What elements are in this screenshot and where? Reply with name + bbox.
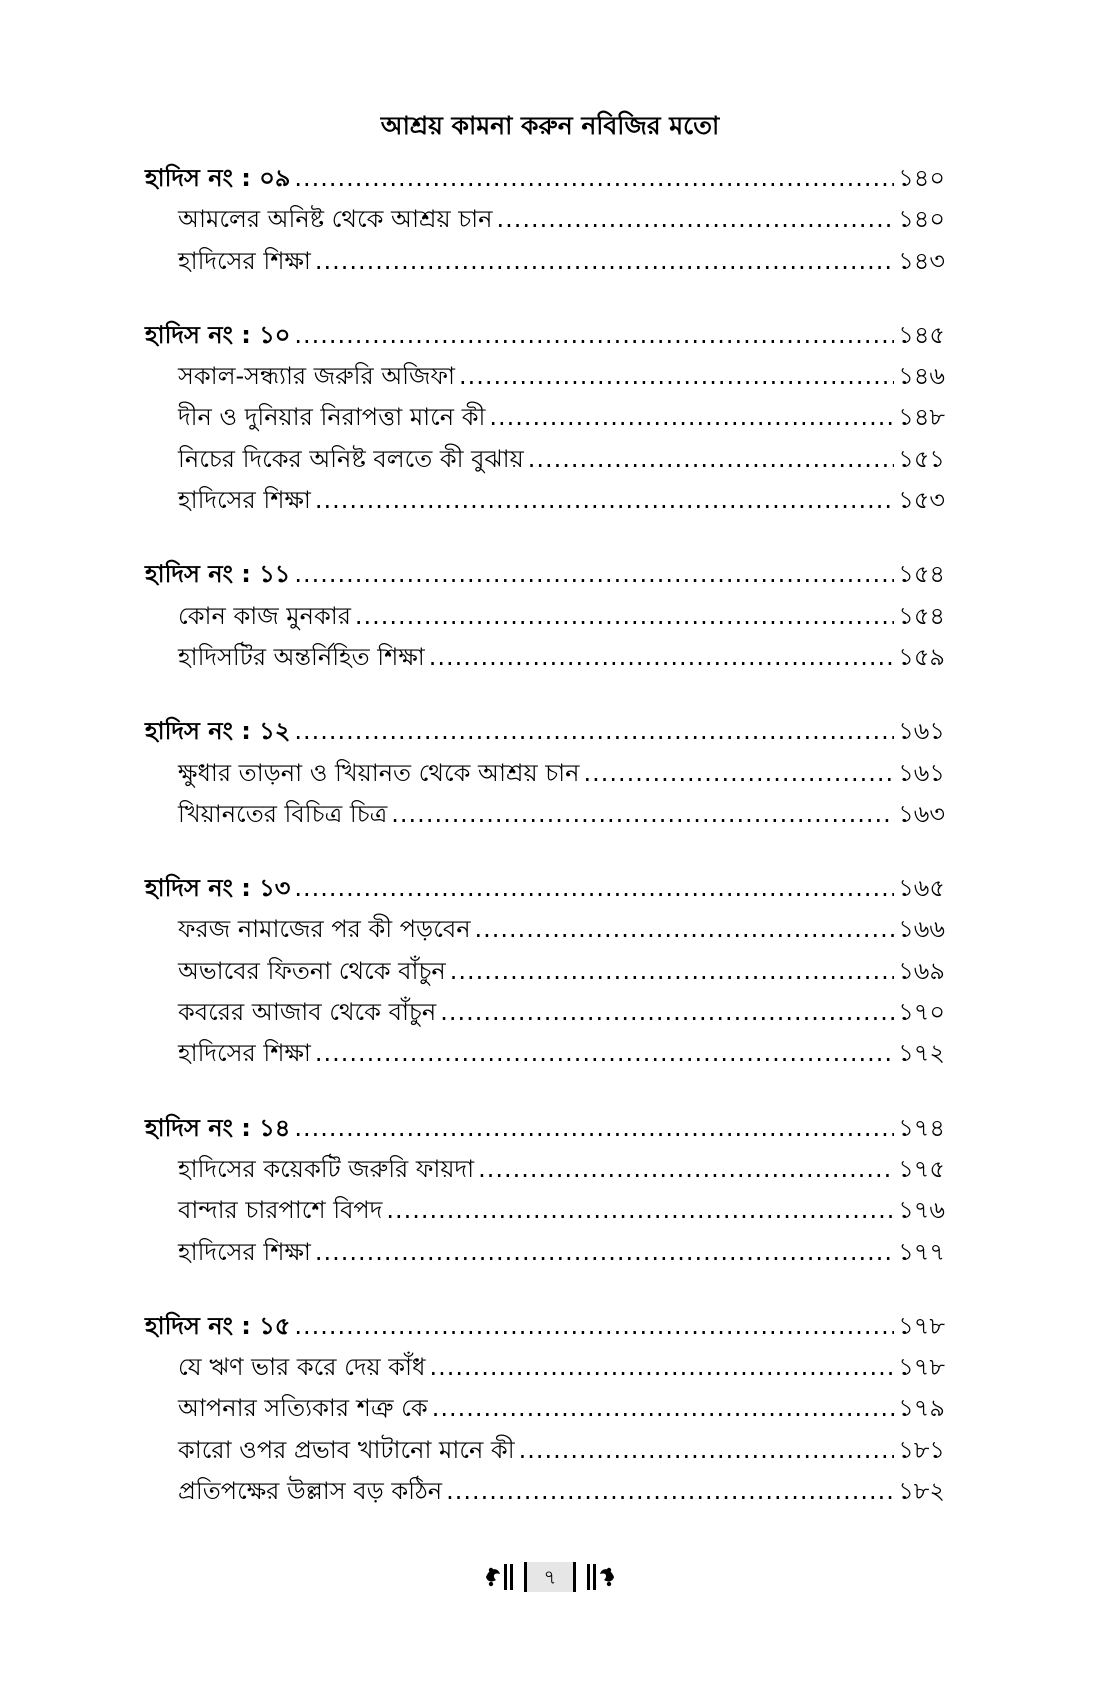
toc-page-number: ১৭৯ [898,1394,945,1423]
left-ornament-icon [482,1562,516,1592]
toc-entry[interactable] [145,397,945,438]
toc-entry-label: ফরজ নামাজের পর কী পড়বেন [178,915,471,944]
toc-heading-label: হাদিস নং : ১৩ [145,874,291,903]
toc-page-number: ১৭০ [898,998,945,1027]
toc-page-number: ১৬১ [898,758,945,787]
toc-entry-label: হাদিসের শিক্ষা [178,1237,311,1266]
toc-heading-label: হাদিস নং : ০৯ [145,164,291,192]
toc-heading-label: হাদিস নং : ১৪ [145,1113,291,1142]
toc-page-number: ১৭২ [898,1039,945,1068]
toc-page-number: ১৫৩ [898,486,945,515]
toc-entry[interactable] [145,1471,945,1512]
dot-leader [386,1190,894,1231]
dot-leader [391,794,894,835]
dot-leader [528,439,894,480]
toc-page-number: ১৪৬ [898,362,945,391]
toc-heading[interactable] [145,315,945,356]
toc-entry[interactable] [145,480,945,521]
toc-heading[interactable] [145,158,945,199]
toc-entry-label: হাদিসের শিক্ষা [178,1039,311,1068]
toc-entry-label: যে ঋণ ভার করে দেয় কাঁধ [178,1353,426,1382]
toc-section-13 [145,868,945,1074]
toc-page-number: ১৬৯ [898,956,945,985]
toc-page-number: ১৭৬ [898,1196,945,1225]
toc-entry[interactable] [145,1388,945,1429]
dot-leader [446,1471,894,1512]
dot-leader [294,554,894,595]
toc-entry[interactable] [145,1033,945,1074]
dot-leader [478,1149,894,1190]
dot-leader [294,711,894,752]
toc-entry[interactable] [145,637,945,678]
toc-entry-label: দীন ও দুনিয়ার নিরাপত্তা মানে কী [178,403,486,432]
toc-page-number: ১৬৫ [898,874,945,903]
table-of-contents [145,158,945,1545]
dot-leader [355,596,894,637]
toc-page-number: ১৫৯ [898,642,945,671]
toc-entry[interactable] [145,794,945,835]
toc-entry-label: খিয়ানতের বিচিত্র চিত্র [178,799,388,828]
dot-leader [450,951,895,992]
dot-leader [496,199,894,240]
toc-section-12 [145,711,945,835]
dot-leader [294,1108,894,1149]
toc-entry-label: হাদিসের শিক্ষা [178,486,311,515]
toc-page-number: ১৪৩ [898,246,945,275]
dot-leader [294,868,894,909]
toc-page-number: ১৭৪ [898,1113,945,1142]
toc-entry-label: অভাবের ফিতনা থেকে বাঁচুন [178,956,446,985]
toc-page-number: ১৪৮ [898,403,945,432]
toc-entry[interactable] [145,1347,945,1388]
dot-leader [519,1430,895,1471]
page-title: আশ্রয় কামনা করুন নবিজির মতো [380,111,720,140]
toc-entry[interactable] [145,753,945,794]
page-footer [0,1562,1100,1592]
toc-heading[interactable] [145,554,945,595]
toc-heading-label: হাদিস নং : ১০ [145,320,291,349]
dot-leader [459,356,894,397]
toc-entry-label: আমলের অনিষ্ট থেকে আশ্রয় চান [178,205,493,234]
toc-page-number: ১৫৪ [898,560,945,589]
dot-leader [475,909,895,950]
dot-leader [583,753,894,794]
toc-page-number: ১৬১ [898,717,945,746]
toc-page-number: ১৪০ [898,164,945,192]
toc-entry-label: আপনার সত্যিকার শত্রু কে [178,1394,428,1423]
toc-entry-label: হাদিসের কয়েকটি জরুরি ফায়দা [178,1154,475,1183]
dot-leader [294,315,894,356]
toc-heading[interactable] [145,711,945,752]
toc-entry-label: কোন কাজ মুনকার [178,601,351,630]
toc-entry[interactable] [145,596,945,637]
toc-entry[interactable] [145,1149,945,1190]
toc-page-number: ১৬৬ [898,915,945,944]
dot-leader [315,480,894,521]
toc-entry-label: সকাল-সন্ধ্যার জরুরি অজিফা [178,362,455,391]
dot-leader [294,1306,894,1347]
toc-heading[interactable] [145,868,945,909]
toc-page-number: ১৪০ [898,205,945,234]
toc-entry-label: প্রতিপক্ষের উল্লাস বড় কঠিন [178,1477,443,1506]
toc-entry[interactable] [145,241,945,282]
toc-page-number: ১৫১ [898,444,945,473]
toc-heading-label: হাদিস নং : ১২ [145,717,291,746]
toc-entry-label: হাদিসটির অন্তর্নিহিত শিক্ষা [178,642,425,671]
toc-section-09 [145,158,945,282]
toc-page-number: ১৭৫ [898,1154,945,1183]
toc-entry[interactable] [145,1430,945,1471]
dot-leader [432,1388,895,1429]
toc-page-number: ১৪৫ [898,320,945,349]
toc-page-number: ১৮১ [898,1435,945,1464]
toc-entry-label: ক্ষুধার তাড়না ও খিয়ানত থেকে আশ্রয় চান [178,758,580,787]
toc-heading[interactable] [145,1306,945,1347]
toc-page-number: ১৭৭ [898,1237,945,1266]
toc-entry-label: কবরের আজাব থেকে বাঁচুন [178,998,437,1027]
toc-page-number: ১৭৮ [898,1353,945,1382]
toc-entry[interactable] [145,439,945,480]
toc-entry[interactable] [145,356,945,397]
toc-section-10 [145,315,945,521]
toc-heading-label: হাদিস নং : ১৫ [145,1311,291,1340]
toc-heading[interactable] [145,1108,945,1149]
dot-leader [315,1232,894,1273]
toc-entry-label: হাদিসের শিক্ষা [178,246,311,275]
toc-entry-label: কারো ওপর প্রভাব খাটানো মানে কী [178,1435,515,1464]
toc-page-number: ১৫৪ [898,601,945,630]
toc-section-11 [145,554,945,678]
toc-entry[interactable] [145,1190,945,1231]
toc-entry[interactable] [145,909,945,950]
dot-leader [489,397,894,438]
toc-page-number: ১৮২ [898,1477,945,1506]
dot-leader [429,1347,894,1388]
toc-page-number: ১৬৩ [898,799,945,828]
toc-entry[interactable] [145,1232,945,1273]
dot-leader [429,637,894,678]
toc-entry[interactable] [145,199,945,240]
dot-leader [315,241,894,282]
toc-entry-label: বান্দার চারপাশে বিপদ [178,1196,383,1225]
toc-heading-label: হাদিস নং : ১১ [145,560,291,589]
toc-section-14 [145,1108,945,1273]
right-ornament-icon [584,1562,618,1592]
toc-entry[interactable] [145,992,945,1033]
toc-section-15 [145,1306,945,1512]
toc-entry-label: নিচের দিকের অনিষ্ট বলতে কী বুঝায় [178,444,524,473]
dot-leader [294,158,894,199]
toc-page-number: ১৭৮ [898,1311,945,1340]
dot-leader [315,1033,894,1074]
toc-entry[interactable] [145,951,945,992]
dot-leader [440,992,894,1033]
page-number: ৭ [524,1562,576,1592]
